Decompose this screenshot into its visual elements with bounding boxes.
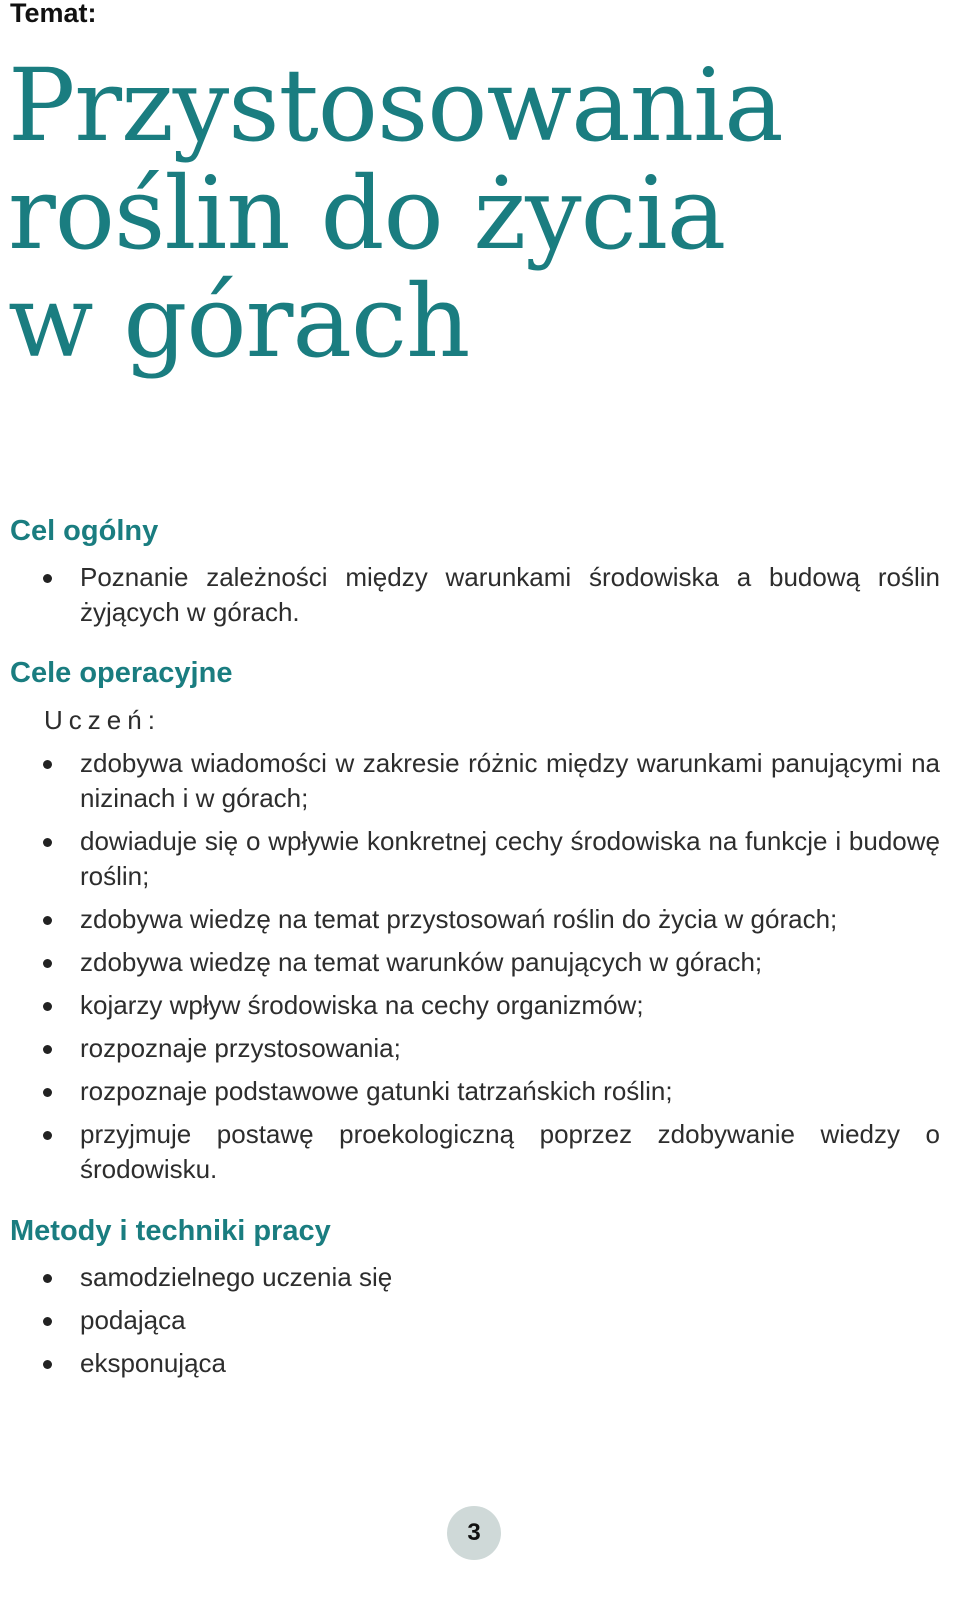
list-item [0, 1074, 940, 1109]
list-item-text: Poznanie zależności między warunkami środowiska a budową roślin żyjących w górach. [80, 562, 940, 627]
list-item [0, 1117, 940, 1187]
page-number-badge: 3 [447, 1506, 501, 1560]
bullet-icon [43, 838, 52, 847]
title-line: Przystosowania [8, 47, 783, 164]
list-item-text: zdobywa wiedzę na temat warunków panujących w górach; [80, 947, 763, 977]
list-item-text: dowiaduje się o wpływie konkretnej cechy środowiska na funkcje i budowę roślin; [80, 826, 940, 891]
list-item-text: rozpoznaje przystosowania; [80, 1033, 401, 1063]
list-item [0, 988, 940, 1023]
list-item-text: przyjmuje postawę proekologiczną poprzez zdobywanie wiedzy o środowisku. [80, 1119, 940, 1184]
title-line: roślin do życia [8, 155, 726, 272]
list-item [0, 824, 940, 894]
methods-heading: Metody i techniki pracy [10, 1215, 331, 1247]
general-goal-heading: Cel ogólny [10, 515, 159, 547]
bullet-icon [43, 574, 52, 583]
list-item-text: podająca [80, 1305, 186, 1335]
bullet-icon [43, 959, 52, 968]
list-item [0, 746, 940, 816]
topic-label: Temat: [10, 0, 97, 28]
list-item [0, 560, 940, 630]
bullet-icon [43, 1045, 52, 1054]
list-item [0, 945, 940, 980]
bullet-icon [43, 1088, 52, 1097]
bullet-icon [43, 1131, 52, 1140]
list-item-text: zdobywa wiedzę na temat przystosowań roślin do życia w górach; [80, 904, 838, 934]
bullet-icon [43, 1002, 52, 1011]
list-item [0, 1031, 940, 1066]
bullet-icon [43, 1274, 52, 1283]
operational-goals-heading: Cele operacyjne [10, 657, 233, 689]
bullet-icon [43, 760, 52, 769]
list-item [0, 902, 940, 937]
student-label: Uczeń: [44, 705, 161, 735]
list-item-text: eksponująca [80, 1348, 226, 1378]
bullet-icon [43, 1317, 52, 1326]
page-title [8, 47, 783, 380]
bullet-icon [43, 1360, 52, 1369]
bullet-icon [43, 916, 52, 925]
list-item-text: samodzielnego uczenia się [80, 1262, 393, 1292]
list-item [0, 1346, 940, 1381]
title-line: w górach [8, 263, 470, 380]
general-goal-list [0, 560, 940, 630]
list-item-text: zdobywa wiadomości w zakresie różnic między warunkami panującymi na nizinach i w górach; [80, 748, 940, 813]
list-item [0, 1303, 940, 1338]
methods-list [0, 1260, 940, 1381]
list-item [0, 1260, 940, 1295]
operational-goals-list [0, 746, 940, 1187]
list-item-text: kojarzy wpływ środowiska na cechy organizmów; [80, 990, 644, 1020]
list-item-text: rozpoznaje podstawowe gatunki tatrzańskich roślin; [80, 1076, 673, 1106]
